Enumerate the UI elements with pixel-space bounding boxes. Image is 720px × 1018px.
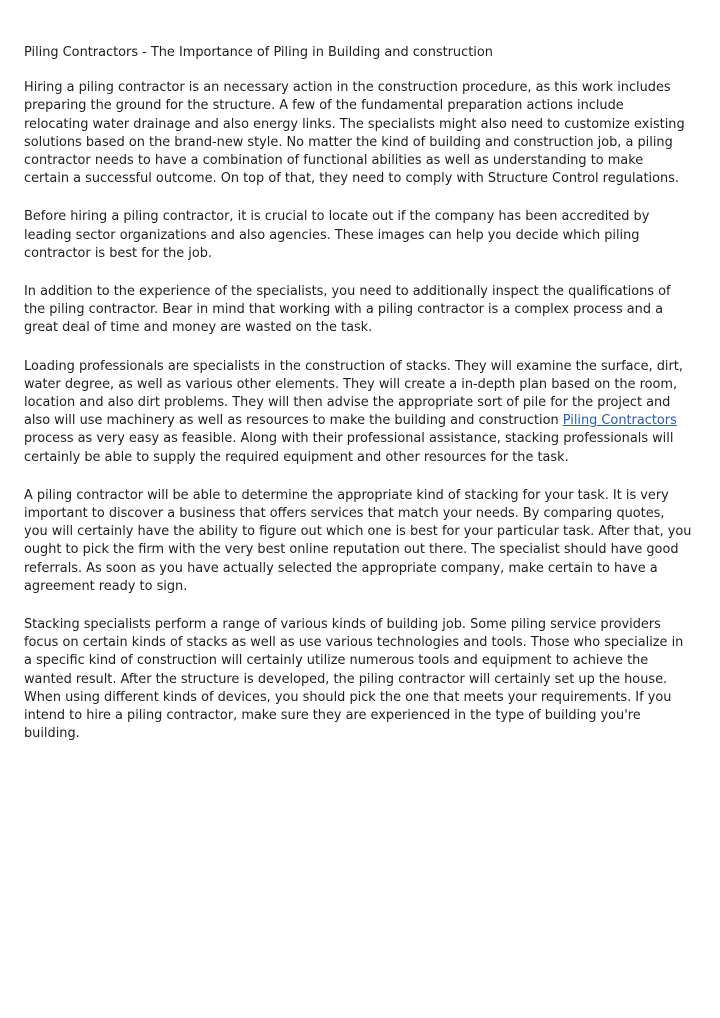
- document-title: Piling Contractors - The Importance of Piling in Building and construction: [24, 45, 493, 60]
- document-page: [24, 44, 692, 764]
- paragraph-loading-professionals: [24, 358, 692, 467]
- paragraph-text-after-link: process as very easy as feasible. Along with their professional assistance, stacking professionals will certainly be able to supply the required equipment and other resources for the task.: [24, 431, 674, 465]
- paragraph-determine-stacking: A piling contractor will be able to determine the appropriate kind of stacking for your task. It is very important to discover a business that offers services that match your needs. By comparing quotes, you will certainly have the ability to figure out which one is best for your particular task. After that, you ought to pick the firm with the very best online reputation out there. The specialist should have good referrals. As soon as you have actually selected the appropriate company, make certain to have a agreement ready to sign.: [24, 487, 692, 594]
- paragraph-hiring: Hiring a piling contractor is an necessary action in the construction procedure, as this work includes preparing the ground for the structure. A few of the fundamental preparation actions include relocating water drainage and also energy links. The specialists might also need to customize existing solutions based on the brand-new style. No matter the kind of building and construction job, a piling contractor needs to have a combination of functional abilities as well as understanding to make certain a successful outcome. On top of that, they need to comply with Structure Control regulations.: [24, 80, 685, 187]
- paragraph-stacking-specialists: Stacking specialists perform a range of various kinds of building job. Some piling service providers focus on certain kinds of stacks as well as use various technologies and tools. Those who specialize in a specific kind of construction will certainly utilize numerous tools and equipment to achieve the wanted result. After the structure is developed, the piling contractor will certainly set up the house. When using different kinds of devices, you should pick the one that meets your requirements. If you intend to hire a piling contractor, make sure they are experienced in the type of building you're building.: [24, 617, 684, 742]
- piling-contractors-link[interactable]: Piling Contractors: [562, 413, 677, 429]
- paragraph-qualifications: In addition to the experience of the specialists, you need to additionally inspect the qualifications of the piling contractor. Bear in mind that working with a piling contractor is a complex process and a great deal of time and money are wasted on the task.: [24, 284, 671, 336]
- paragraph-text-before-link: Loading professionals are specialists in the construction of stacks. They will examine the surface, dirt, water degree, as well as various other elements. They will create a in-depth plan based on the room, location and also dirt problems. They will then advise the appropriate sort of pile for the project and also will use machinery as well as resources to make the building and construction: [24, 358, 683, 429]
- paragraph-accreditation: Before hiring a piling contractor, it is crucial to locate out if the company has been accredited by leading sector organizations and also agencies. These images can help you decide which piling contractor is best for the job.: [24, 209, 650, 261]
